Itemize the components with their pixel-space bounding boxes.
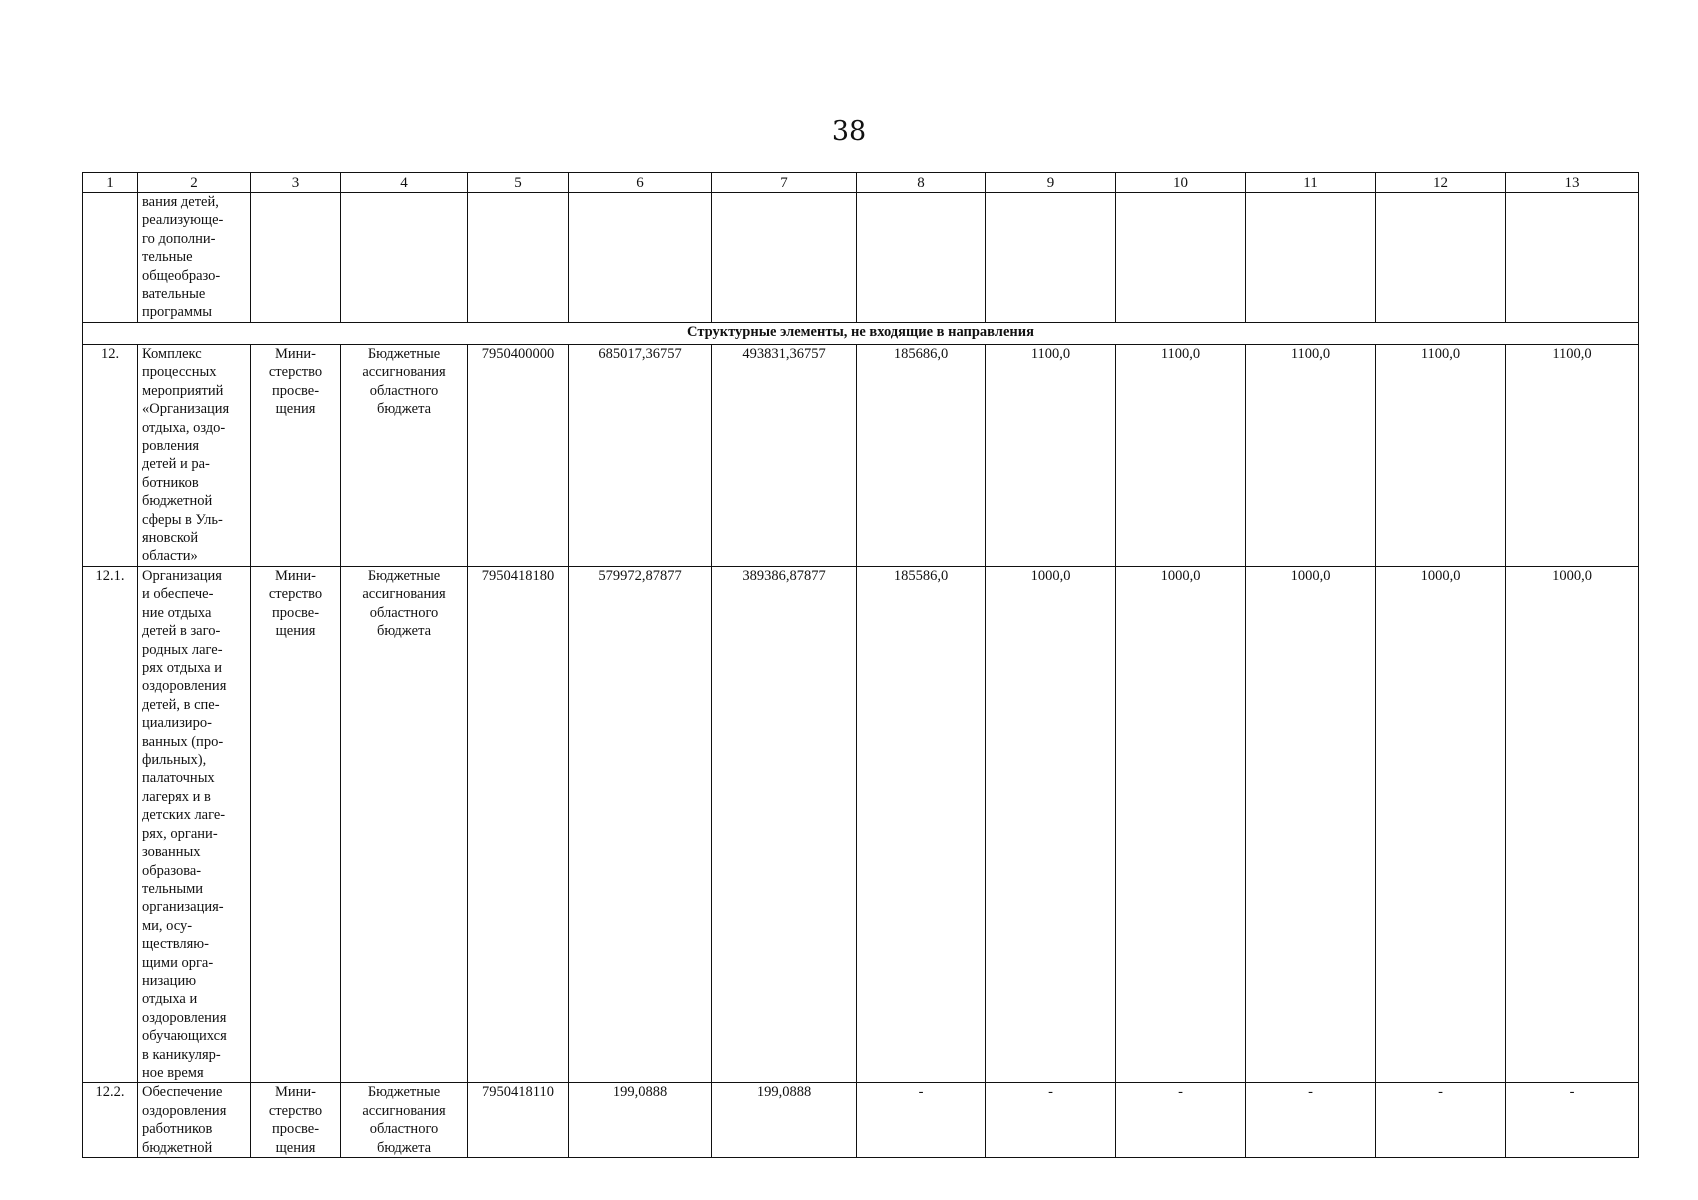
column-number: 5 — [468, 173, 569, 193]
name-line: сферы в Уль- — [142, 511, 223, 528]
ministry-line: просве- — [271, 1121, 320, 1138]
budget-table — [82, 172, 1639, 1158]
value-cell: - — [1376, 1083, 1506, 1158]
column-number: 12 — [1376, 173, 1506, 193]
name-line: в каникуляр- — [142, 1046, 221, 1063]
name-line: обучающихся — [142, 1028, 227, 1045]
column-number: 10 — [1116, 173, 1246, 193]
table-row — [83, 1083, 1639, 1158]
value-cell — [1506, 193, 1639, 323]
name-line: детей в заго- — [142, 623, 221, 640]
source-cell — [341, 193, 468, 323]
ministry-line: Мини- — [274, 568, 316, 584]
name-line: го дополни- — [142, 230, 216, 247]
ministry-line: стерство — [268, 364, 323, 381]
name-line: детских лаге- — [142, 807, 226, 824]
name-line: программы — [142, 304, 212, 321]
code-cell: 7950418180 — [468, 567, 569, 1083]
name-line: ботников — [142, 474, 199, 491]
source-line: областного — [369, 382, 439, 399]
value-cell: 1000,0 — [1246, 567, 1376, 1083]
ministry-line: просве- — [271, 604, 320, 621]
source-cell — [341, 1083, 468, 1158]
name-line: оздоровления — [142, 1009, 227, 1026]
ministry-line: щения — [275, 623, 316, 640]
ministry-line: просве- — [271, 382, 320, 399]
value-cell: 185686,0 — [857, 345, 986, 567]
column-number: 2 — [138, 173, 251, 193]
name-line: рях, органи- — [142, 825, 218, 842]
name-line: вания детей, — [142, 194, 219, 210]
page-number: 38 — [831, 116, 867, 147]
source-cell — [341, 345, 468, 567]
source-line: бюджета — [376, 623, 432, 640]
value-cell — [712, 193, 857, 323]
value-cell: - — [1116, 1083, 1246, 1158]
name-line: бюджетной — [142, 1139, 213, 1156]
column-number: 6 — [569, 173, 712, 193]
value-cell: 1100,0 — [986, 345, 1116, 567]
measure-name — [138, 193, 251, 323]
name-line: мероприятий — [142, 382, 224, 399]
name-line: общеобразо- — [142, 267, 221, 284]
name-line: тельными — [142, 880, 204, 897]
value-cell — [986, 193, 1116, 323]
name-line: организация- — [142, 899, 224, 916]
value-cell: 1100,0 — [1246, 345, 1376, 567]
name-line: «Организация — [142, 401, 230, 418]
name-line: ществляю- — [142, 936, 209, 953]
name-line: оздоровления — [142, 678, 227, 695]
source-line: ассигнования — [362, 1102, 446, 1119]
name-line: оздоровления — [142, 1102, 227, 1119]
ministry-cell — [251, 345, 341, 567]
table-row — [83, 567, 1639, 1083]
name-line: циализиро- — [142, 715, 212, 732]
column-number: 8 — [857, 173, 986, 193]
ministry-line: Мини- — [274, 346, 316, 362]
source-line: областного — [369, 604, 439, 621]
value-cell — [1246, 193, 1376, 323]
total-cell: 579972,87877 — [569, 567, 712, 1083]
name-line: области» — [142, 548, 198, 565]
column-number: 9 — [986, 173, 1116, 193]
section-header: Структурные элементы, не входящие в направления — [83, 323, 1639, 345]
name-line: ное время — [142, 1064, 204, 1081]
name-line: тельные — [142, 249, 193, 266]
value-cell: 1100,0 — [1506, 345, 1639, 567]
value-cell: - — [1246, 1083, 1376, 1158]
name-line: лагерях и в — [142, 788, 211, 805]
value-cell — [1116, 193, 1246, 323]
value-cell: 493831,36757 — [712, 345, 857, 567]
name-line: палаточных — [142, 770, 215, 787]
value-cell: 1100,0 — [1116, 345, 1246, 567]
column-number: 7 — [712, 173, 857, 193]
name-line: родных лаге- — [142, 641, 223, 658]
value-cell: - — [986, 1083, 1116, 1158]
name-line: работников — [142, 1121, 213, 1138]
name-line: ми, осу- — [142, 917, 193, 934]
name-line: образова- — [142, 862, 202, 879]
source-line: бюджета — [376, 1139, 432, 1156]
name-line: реализующе- — [142, 212, 224, 229]
name-line: Комплекс — [142, 346, 202, 362]
ministry-cell — [251, 1083, 341, 1158]
ministry-cell — [251, 193, 341, 323]
value-cell: - — [857, 1083, 986, 1158]
code-cell: 7950400000 — [468, 345, 569, 567]
ministry-line: щения — [275, 401, 316, 418]
value-cell: 185586,0 — [857, 567, 986, 1083]
value-cell: - — [1506, 1083, 1639, 1158]
measure-name — [138, 1083, 251, 1158]
ministry-line: стерство — [268, 586, 323, 603]
name-line: детей, в спе- — [142, 696, 220, 713]
ministry-line: щения — [275, 1139, 316, 1156]
table-row — [83, 345, 1639, 567]
measure-name — [138, 567, 251, 1083]
name-line: ванных (про- — [142, 733, 224, 750]
source-line: бюджета — [376, 401, 432, 418]
table-row — [83, 193, 1639, 323]
column-number: 11 — [1246, 173, 1376, 193]
source-line: Бюджетные — [367, 346, 441, 362]
value-cell: 199,0888 — [712, 1083, 857, 1158]
row-number: 12.2. — [83, 1083, 138, 1158]
column-number-row — [83, 173, 1639, 193]
value-cell: 1000,0 — [986, 567, 1116, 1083]
name-line: и обеспече- — [142, 586, 214, 603]
value-cell: 1000,0 — [1116, 567, 1246, 1083]
value-cell: 389386,87877 — [712, 567, 857, 1083]
name-line: вательные — [142, 286, 206, 303]
total-cell: 199,0888 — [569, 1083, 712, 1158]
name-line: яновской — [142, 530, 199, 547]
name-line: ровления — [142, 438, 200, 455]
row-number — [83, 193, 138, 323]
ministry-cell — [251, 567, 341, 1083]
code-cell: 7950418110 — [468, 1083, 569, 1158]
name-line: рях отдыха и — [142, 660, 222, 677]
column-number: 1 — [83, 173, 138, 193]
value-cell: 1000,0 — [1376, 567, 1506, 1083]
total-cell — [569, 193, 712, 323]
value-cell — [857, 193, 986, 323]
name-line: бюджетной — [142, 493, 213, 510]
column-number: 4 — [341, 173, 468, 193]
column-number: 3 — [251, 173, 341, 193]
row-number: 12. — [83, 345, 138, 567]
source-cell — [341, 567, 468, 1083]
source-line: ассигнования — [362, 364, 446, 381]
value-cell — [1376, 193, 1506, 323]
source-line: Бюджетные — [367, 1084, 441, 1101]
name-line: Обеспечение — [142, 1084, 223, 1101]
source-line: Бюджетные — [367, 568, 441, 584]
value-cell: 1000,0 — [1506, 567, 1639, 1083]
name-line: процессных — [142, 364, 217, 381]
name-line: щими орга- — [142, 954, 214, 971]
source-line: областного — [369, 1121, 439, 1138]
section-row — [83, 323, 1639, 345]
total-cell: 685017,36757 — [569, 345, 712, 567]
source-line: ассигнования — [362, 586, 446, 603]
column-number: 13 — [1506, 173, 1639, 193]
name-line: Организация — [142, 568, 222, 584]
ministry-line: Мини- — [274, 1084, 316, 1101]
row-number: 12.1. — [83, 567, 138, 1083]
name-line: низацию — [142, 972, 197, 989]
name-line: отдыха и — [142, 991, 198, 1008]
name-line: детей и ра- — [142, 456, 210, 473]
name-line: ние отдыха — [142, 604, 212, 621]
measure-name — [138, 345, 251, 567]
code-cell — [468, 193, 569, 323]
name-line: зованных — [142, 844, 201, 861]
value-cell: 1100,0 — [1376, 345, 1506, 567]
name-line: отдыха, оздо- — [142, 419, 226, 436]
ministry-line: стерство — [268, 1102, 323, 1119]
name-line: фильных), — [142, 752, 207, 769]
